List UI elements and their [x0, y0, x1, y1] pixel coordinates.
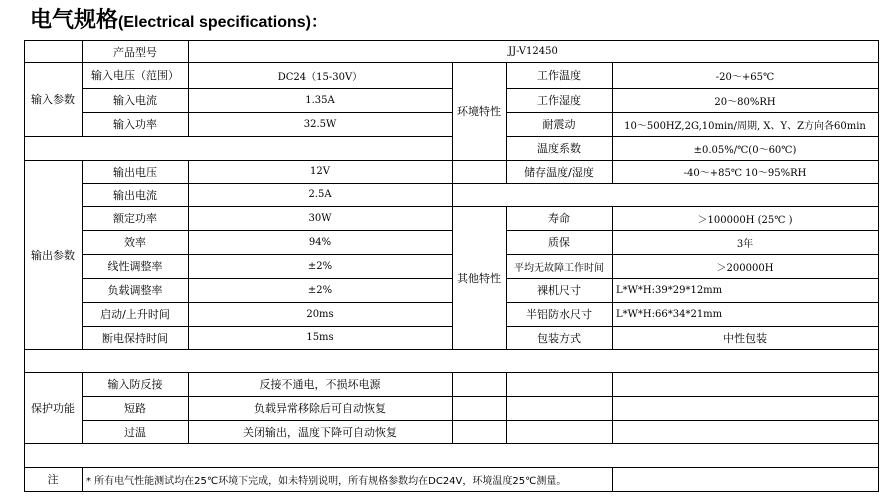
output-value: 20ms	[306, 308, 334, 320]
grid-line	[82, 230, 452, 231]
protection-value: 关闭输出，温度下降可自动恢复	[243, 425, 397, 439]
environment-value: -20～+65℃	[715, 71, 775, 83]
grid-line	[506, 206, 507, 349]
grid-line	[24, 40, 25, 492]
protection-label: 过温	[124, 425, 146, 439]
grid-line	[612, 62, 613, 183]
output-value: ±2%	[307, 284, 333, 296]
grid-line	[82, 88, 452, 89]
grid-line	[82, 372, 83, 443]
grid-line	[188, 372, 189, 443]
protection-label: 短路	[124, 402, 146, 415]
output-label: 输出电流	[113, 188, 157, 202]
environment-label: 工作温度	[537, 69, 581, 82]
output-label: 断电保持时间	[102, 331, 168, 345]
page-title-chinese: 电气规格	[30, 8, 119, 33]
input-group-label: 输入参数	[31, 93, 75, 106]
environment-label: 工作湿度	[537, 94, 581, 107]
output-value: 30W	[308, 212, 332, 224]
protection-group-label: 保护功能	[31, 401, 75, 415]
grid-line	[82, 112, 452, 113]
output-value: ±2%	[307, 260, 333, 272]
grid-line	[82, 326, 452, 327]
grid-line	[82, 467, 83, 492]
other-value: L*W*H:66*34*21mm	[616, 308, 723, 320]
output-label: 启动/上升时间	[100, 308, 170, 321]
output-label: 效率	[124, 236, 146, 249]
grid-line	[506, 230, 879, 231]
input-label: 输入电压（范围）	[91, 69, 179, 82]
output-label: 额定功率	[113, 212, 157, 225]
output-label: 输出电压	[113, 165, 157, 179]
input-label: 输入电流	[113, 94, 157, 107]
grid-line	[506, 112, 879, 113]
environment-group-label: 环境特性	[457, 105, 501, 118]
grid-line	[188, 160, 189, 349]
grid-line	[82, 183, 879, 184]
environment-label: 耐震动	[542, 118, 576, 131]
other-label: 裸机尺寸	[537, 284, 581, 297]
grid-line	[82, 396, 879, 397]
grid-line	[506, 278, 879, 279]
page-title	[30, 6, 327, 36]
grid-line	[612, 467, 613, 492]
input-label: 输入功率	[113, 118, 157, 131]
note-label: 注	[47, 473, 59, 486]
other-group-label: 其他特性	[457, 271, 501, 285]
output-value: 15ms	[306, 332, 334, 343]
environment-value: ±0.05%/℃(0～60℃)	[693, 144, 797, 156]
grid-line	[506, 302, 879, 303]
grid-line	[24, 443, 879, 444]
grid-line	[24, 40, 879, 41]
other-value: L*W*H:39*29*12mm	[616, 284, 723, 296]
environment-value: -40～+85℃ 10～95%RH	[683, 168, 807, 179]
grid-line	[506, 326, 879, 327]
grid-line	[878, 40, 879, 492]
grid-line	[24, 491, 879, 492]
environment-value: 20～80%RH	[714, 96, 776, 108]
output-value: 12V	[310, 166, 330, 177]
environment-label: 储存温度/湿度	[524, 165, 594, 179]
grid-line	[82, 278, 452, 279]
grid-line	[82, 254, 452, 255]
grid-line	[506, 372, 507, 443]
grid-line	[82, 420, 879, 421]
note-text: * 所有电气性能测试均在25℃环境下完成，如未特别说明，所有规格参数均在DC24V，环境温度25℃测量。	[86, 475, 567, 487]
grid-line	[452, 372, 453, 443]
other-label: 平均无故障工作时间	[514, 262, 604, 274]
grid-line	[188, 40, 189, 136]
output-value: 94%	[308, 236, 332, 248]
environment-value: 10～500HZ,2G,10min/周期, X、Y、Z方向各60min	[624, 120, 866, 132]
grid-line	[82, 160, 83, 349]
other-value: ＞100000H (25℃ )	[697, 214, 793, 226]
protection-label: 输入防反接	[107, 378, 163, 391]
other-value: ＞200000H	[716, 262, 774, 274]
environment-label: 温度系数	[537, 142, 581, 155]
grid-line	[506, 62, 507, 183]
output-label: 负载调整率	[107, 284, 163, 297]
grid-line	[452, 62, 453, 349]
grid-line	[82, 302, 452, 303]
model-value: JJ-V12450	[508, 46, 558, 57]
output-value: 2.5A	[308, 189, 332, 200]
other-label: 半铝防水尺寸	[526, 308, 592, 321]
other-label: 包装方式	[537, 331, 581, 345]
grid-line	[24, 136, 452, 137]
other-value: 中性包装	[723, 331, 767, 345]
grid-line	[506, 254, 879, 255]
protection-value: 负载异常移除后可自动恢复	[254, 402, 386, 415]
grid-line	[24, 467, 879, 468]
page-title-english: (Electrical specifications)：	[118, 14, 327, 31]
grid-line	[506, 136, 879, 137]
input-value: 1.35A	[305, 94, 335, 106]
other-value: 3年	[736, 238, 754, 250]
grid-line	[82, 40, 83, 136]
grid-line	[24, 349, 879, 350]
output-group-label: 输出参数	[31, 248, 75, 262]
grid-line	[506, 88, 879, 89]
grid-line	[612, 206, 613, 349]
grid-line	[82, 206, 879, 207]
input-value: DC24（15-30V）	[277, 71, 363, 83]
protection-value: 反接不通电，不损坏电源	[259, 378, 381, 391]
model-label: 产品型号	[113, 45, 157, 59]
input-value: 32.5W	[303, 118, 337, 130]
output-label: 线性调整率	[107, 260, 163, 273]
other-label: 质保	[548, 236, 570, 249]
other-label: 寿命	[548, 212, 570, 225]
grid-line	[612, 372, 613, 443]
